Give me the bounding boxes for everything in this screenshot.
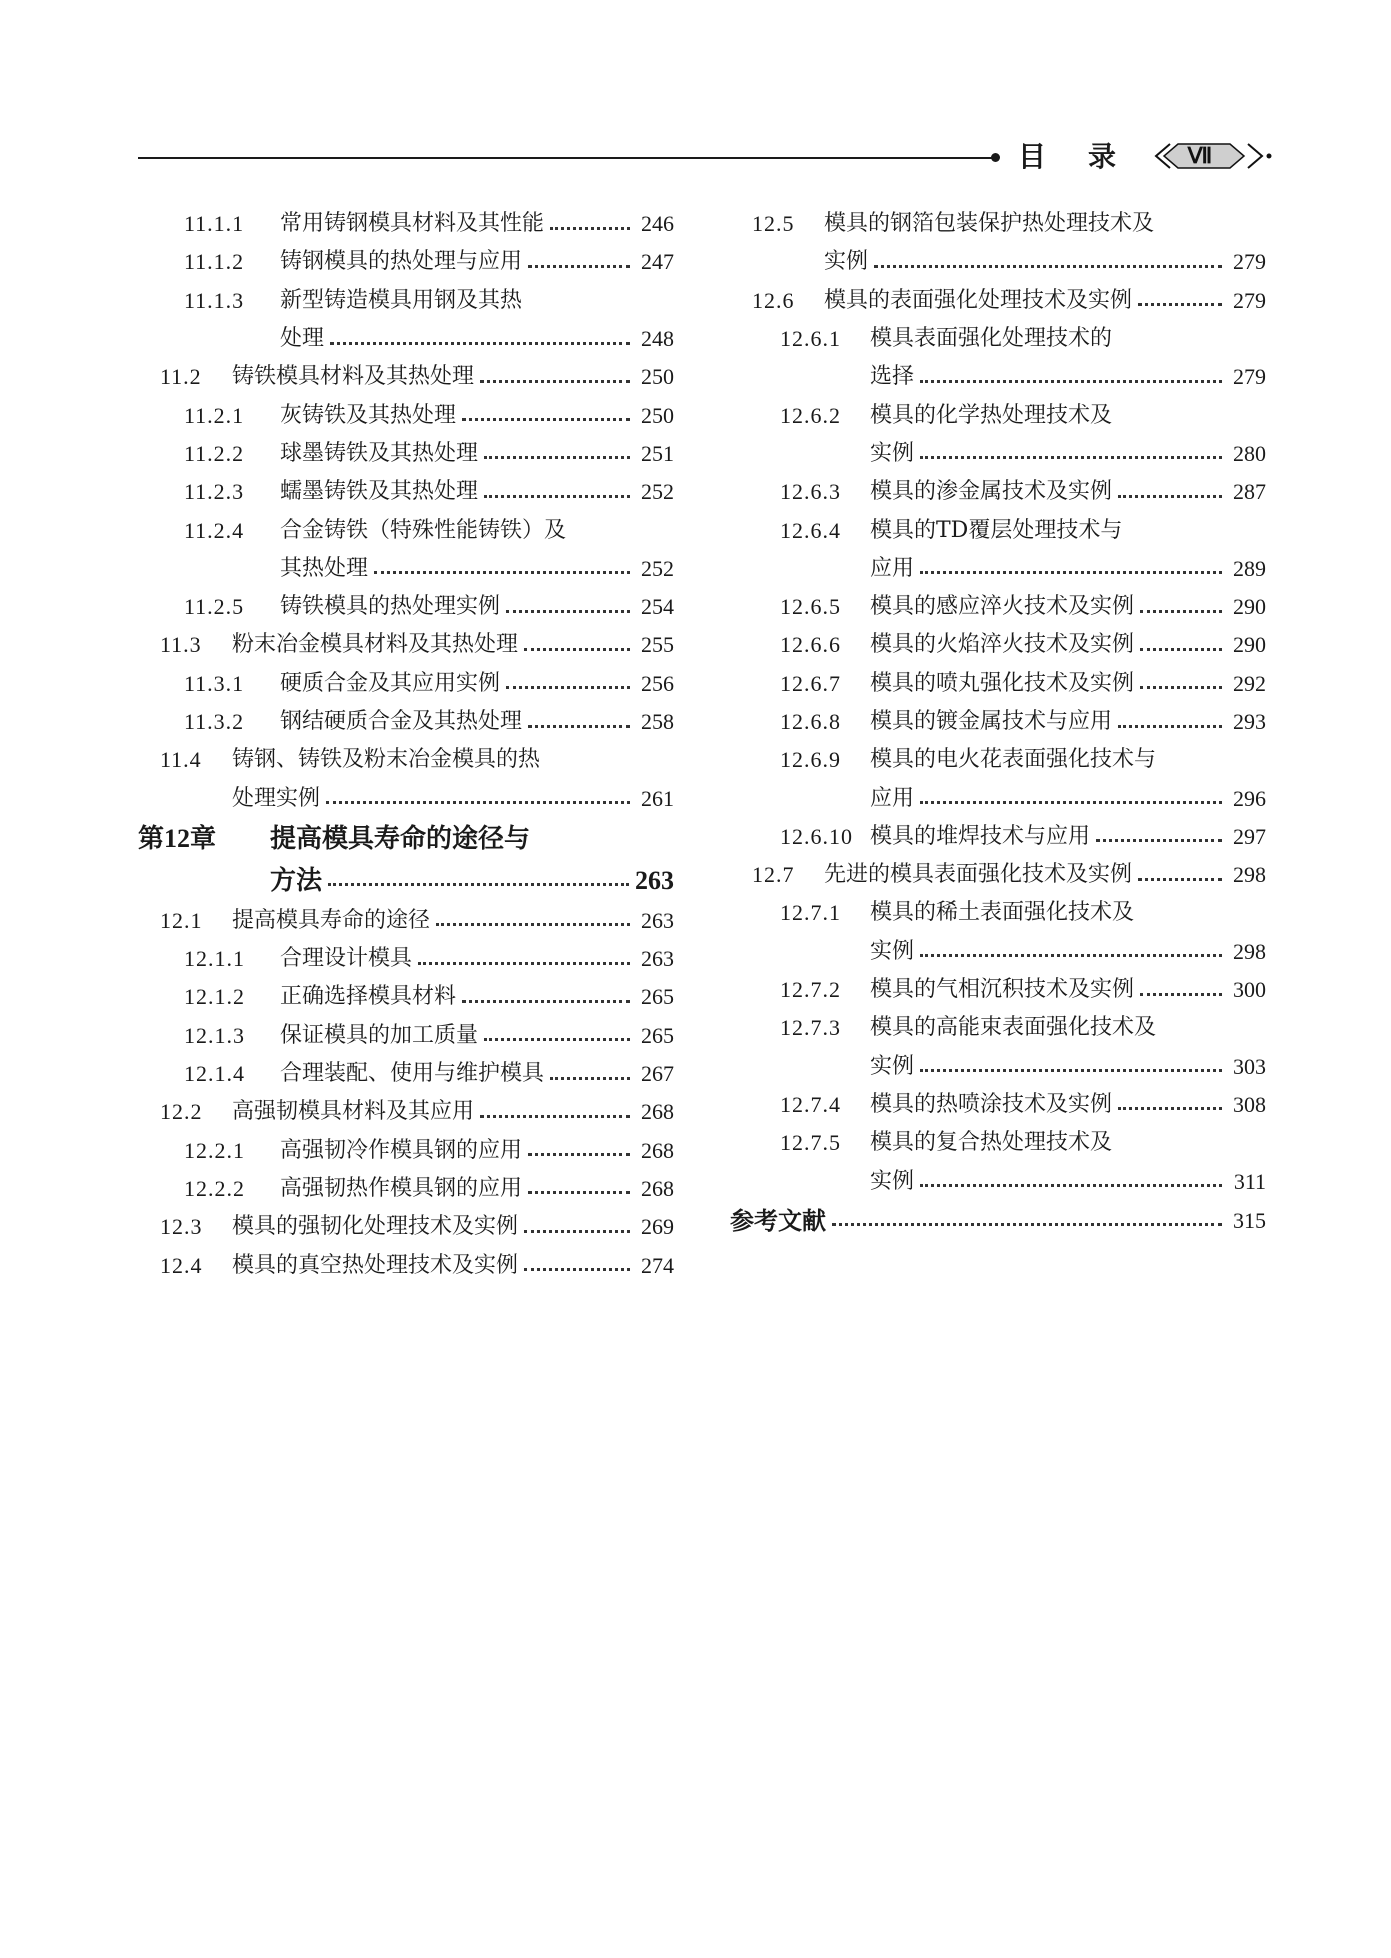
toc-entry-number: 12.2 [160, 1099, 203, 1125]
toc-entry-number: 12.7.3 [780, 1015, 841, 1041]
toc-entry-title: 新型铸造模具用钢及其热 [280, 287, 523, 313]
toc-entry-title: 模具的电火花表面强化技术与 [870, 747, 1157, 773]
toc-entry[interactable] [730, 1086, 1266, 1124]
toc-page-number: 246 [641, 211, 674, 237]
toc-entry[interactable] [730, 818, 1266, 856]
toc-entry-number: 12.6.10 [780, 823, 853, 849]
toc-entry-title: 模具的强韧化处理技术及实例 [232, 1214, 519, 1240]
toc-page-number: 269 [641, 1214, 674, 1240]
toc-page-number: 303 [1233, 1053, 1266, 1079]
toc-entry-number: 11.2 [160, 364, 202, 390]
toc-entry[interactable] [138, 1132, 674, 1170]
toc-entry-title: 铸铁模具材料及其热处理 [232, 364, 475, 390]
dot-leader [480, 1115, 630, 1118]
dot-leader [832, 1223, 1222, 1226]
toc-entry-number: 12.7.4 [780, 1091, 841, 1117]
dot-leader [1118, 725, 1222, 728]
dot-leader [418, 962, 630, 965]
toc-entry[interactable] [138, 902, 674, 940]
toc-page-number: 267 [641, 1061, 674, 1087]
toc-entry-title: 铸钢、铸铁及粉末冶金模具的热 [232, 747, 541, 773]
header-rule [138, 157, 994, 159]
dot-leader [874, 265, 1222, 268]
toc-entry-title: 模具的高能束表面强化技术及 [870, 1015, 1157, 1041]
toc-entry-title: 应用 [870, 785, 915, 811]
toc-entry[interactable] [730, 550, 1266, 588]
toc-page-number: 254 [641, 594, 674, 620]
toc-entry[interactable] [138, 1208, 674, 1246]
dot-leader [528, 1191, 630, 1194]
dot-leader [550, 227, 630, 230]
toc-entry-title: 模具的感应淬火技术及实例 [870, 594, 1135, 620]
toc-entry-number: 11.1.2 [184, 249, 245, 275]
toc-entry[interactable] [138, 320, 674, 358]
toc-entry-number: 12.6.3 [780, 479, 841, 505]
toc-entry[interactable] [730, 1124, 1266, 1162]
toc-entry-title: 蠕墨铸铁及其热处理 [280, 479, 479, 505]
toc-entry-number: 12.7.2 [780, 977, 841, 1003]
toc-references-entry[interactable] [730, 1201, 1266, 1241]
toc-entry-number: 11.3.1 [184, 670, 245, 696]
toc-entry-title: 实例 [870, 1053, 915, 1079]
dot-leader [1118, 495, 1222, 498]
toc-entry-number: 11.2.2 [184, 440, 245, 466]
toc-entry-number: 12.3 [160, 1214, 203, 1240]
toc-entry-title: 模具的真空热处理技术及实例 [232, 1252, 519, 1278]
dot-leader [528, 1153, 630, 1156]
toc-entry-title: 合金铸铁（特殊性能铸铁）及 [280, 517, 567, 543]
toc-entry[interactable] [730, 741, 1266, 779]
dot-leader [1140, 610, 1222, 613]
toc-entry[interactable] [730, 894, 1266, 932]
toc-entry-title: 正确选择模具材料 [280, 984, 457, 1010]
toc-page-number: 279 [1233, 287, 1266, 313]
toc-page-number: 297 [1233, 823, 1266, 849]
toc-page-number: 255 [641, 632, 674, 658]
toc-entry-title: 灰铸铁及其热处理 [280, 402, 457, 428]
header-dot [991, 153, 1000, 162]
dot-leader [436, 923, 630, 926]
toc-entry-title: 实例 [824, 249, 869, 275]
toc-entry-title: 保证模具的加工质量 [280, 1022, 479, 1048]
toc-entry-number: 12.6.6 [780, 632, 841, 658]
toc-entry-title: 模具的堆焊技术与应用 [870, 823, 1091, 849]
dot-leader [462, 1000, 630, 1003]
toc-entry[interactable] [138, 282, 674, 320]
toc-entry-number: 12.1.4 [184, 1061, 245, 1087]
toc-entry[interactable] [730, 933, 1266, 971]
toc-entry-number: 11.2.5 [184, 594, 245, 620]
toc-page-number: 279 [1233, 364, 1266, 390]
toc-entry-title: 提高模具寿命的途径 [232, 907, 431, 933]
toc-chapter-entry[interactable] [138, 818, 674, 860]
toc-entry-title: 模具的镀金属技术与应用 [870, 709, 1113, 734]
toc-entry[interactable] [138, 205, 674, 243]
toc-entry-title: 模具的热喷涂技术及实例 [870, 1091, 1113, 1117]
toc-page-number: 265 [641, 984, 674, 1010]
toc-entry-title: 选择 [870, 364, 915, 390]
toc-page-number: 280 [1233, 440, 1266, 466]
toc-entry[interactable] [138, 588, 674, 626]
toc-entry[interactable] [730, 856, 1266, 894]
toc-entry-number: 12.2.1 [184, 1137, 245, 1163]
toc-entry[interactable] [138, 1017, 674, 1055]
toc-page-number: 251 [641, 440, 674, 466]
toc-entry[interactable] [138, 473, 674, 511]
toc-page-number: 268 [641, 1175, 674, 1201]
toc-entry-title: 合理设计模具 [280, 946, 413, 972]
toc-page-number: 247 [641, 249, 674, 275]
toc-entry-title: 处理实例 [232, 785, 321, 811]
toc-entry-title: 高强韧模具材料及其应用 [232, 1099, 475, 1125]
dot-leader [326, 801, 630, 804]
toc-entry[interactable] [138, 626, 674, 664]
toc-entry-title: 常用铸钢模具材料及其性能 [280, 211, 545, 237]
toc-page-number: 298 [1233, 938, 1266, 964]
toc-entry-title: 处理 [280, 326, 325, 352]
toc-entry-number: 12.5 [752, 211, 795, 237]
toc-entry[interactable] [138, 978, 674, 1016]
toc-entry-title: 模具的渗金属技术及实例 [870, 479, 1113, 505]
toc-entry-number: 12.7.5 [780, 1130, 841, 1156]
toc-entry-number: 12.4 [160, 1252, 203, 1278]
toc-entry[interactable] [138, 940, 674, 978]
dot-leader [524, 1230, 630, 1233]
toc-page-number: 289 [1233, 555, 1266, 581]
toc-entry-number: 12.2.2 [184, 1175, 245, 1201]
toc-entry[interactable] [730, 320, 1266, 358]
running-header-title: 目录 [1018, 140, 1159, 173]
toc-entry-number: 11.2.3 [184, 479, 245, 505]
toc-entry[interactable] [138, 1093, 674, 1131]
toc-page-number: 308 [1233, 1091, 1266, 1117]
toc-entry[interactable] [138, 1246, 674, 1284]
dot-leader [524, 648, 630, 651]
toc-entry[interactable] [730, 396, 1266, 434]
toc-page-number: 300 [1233, 977, 1266, 1003]
toc-entry[interactable] [138, 511, 674, 549]
toc-entry-title: 模具的气相沉积技术及实例 [870, 977, 1135, 1003]
dot-leader [328, 883, 629, 886]
toc-page-number: 292 [1233, 670, 1266, 696]
toc-entry-number: 第12章 [138, 823, 217, 853]
dot-leader [462, 418, 630, 421]
toc-page-number: 261 [641, 785, 674, 811]
dot-leader [1138, 303, 1222, 306]
toc-entry-title: 模具的钢箔包装保护热处理技术及 [824, 211, 1155, 237]
toc-entry-title: 粉末冶金模具材料及其热处理 [232, 632, 519, 658]
dot-leader [528, 725, 630, 728]
toc-entry[interactable] [138, 741, 674, 779]
toc-entry-number: 12.1.3 [184, 1022, 245, 1048]
dot-leader [484, 1038, 630, 1041]
dot-leader [330, 342, 630, 345]
dot-leader [920, 380, 1222, 383]
dot-leader [920, 954, 1222, 957]
dot-leader [484, 456, 630, 459]
dot-leader [524, 1268, 630, 1271]
toc-entry[interactable] [730, 358, 1266, 396]
toc-entry-number: 11.4 [160, 747, 202, 773]
toc-entry-title: 其热处理 [280, 555, 369, 581]
toc-entry-title: 铸铁模具的热处理实例 [280, 594, 501, 620]
toc-entry[interactable] [138, 703, 674, 741]
toc-entry-number: 12.6.2 [780, 402, 841, 428]
toc-entry-number: 12.6 [752, 287, 795, 313]
dot-leader [506, 686, 630, 689]
toc-page-number: 263 [641, 946, 674, 972]
toc-entry-number: 12.7.1 [780, 900, 841, 926]
toc-entry-title: 钢结硬质合金及其热处理 [280, 709, 523, 734]
toc-entry-number: 12.6.9 [780, 747, 841, 773]
toc-page-number: 258 [641, 709, 674, 734]
toc-entry-title: 模具的喷丸强化技术及实例 [870, 670, 1135, 696]
toc-entry-number: 12.6.7 [780, 670, 841, 696]
dot-leader [920, 456, 1222, 459]
toc-entry-number: 11.2.4 [184, 517, 245, 543]
toc-page-number: 268 [641, 1099, 674, 1125]
dot-leader [550, 1077, 630, 1080]
dot-leader [920, 801, 1222, 804]
toc-entry[interactable] [138, 435, 674, 473]
toc-entry-number: 12.6.1 [780, 326, 841, 352]
toc-page-number: 252 [641, 479, 674, 505]
toc-entry-title: 模具的火焰淬火技术及实例 [870, 632, 1135, 658]
toc-entry-title: 提高模具寿命的途径与 [270, 823, 531, 854]
toc-entry[interactable] [730, 435, 1266, 473]
toc-entry-title: 方法 [270, 865, 323, 896]
dot-leader [1140, 648, 1222, 651]
toc-entry-number: 12.6.8 [780, 709, 841, 734]
toc-entry[interactable] [138, 358, 674, 396]
toc-entry-title: 模具的表面强化处理技术及实例 [824, 287, 1133, 313]
toc-page-number: 287 [1233, 479, 1266, 505]
toc-entry-title: 实例 [870, 1168, 915, 1194]
toc-entry[interactable] [730, 1009, 1266, 1047]
toc-entry-title: 模具的化学热处理技术及 [870, 402, 1113, 428]
dot-leader [480, 380, 630, 383]
toc-entry[interactable] [138, 550, 674, 588]
dot-leader [920, 1184, 1222, 1187]
toc-entry-title: 应用 [870, 555, 915, 581]
toc-entry[interactable] [138, 1170, 674, 1208]
toc-page-number: 265 [641, 1022, 674, 1048]
toc-entry-title: 实例 [870, 440, 915, 466]
dot-leader [506, 610, 630, 613]
toc-entry-number: 12.1.1 [184, 946, 245, 972]
toc-page-number: 311 [1233, 1168, 1266, 1194]
dot-leader [1096, 839, 1222, 842]
dot-leader [528, 265, 630, 268]
toc-entry-title: 铸钢模具的热处理与应用 [280, 249, 523, 275]
toc-page-number: 252 [641, 555, 674, 581]
toc-entry-number: 11.1.1 [184, 211, 245, 237]
toc-entry[interactable] [138, 779, 674, 817]
toc-column-left [138, 205, 674, 1285]
toc-chapter-entry[interactable] [138, 860, 674, 902]
toc-page-number: 279 [1233, 249, 1266, 275]
toc-entry-number: 11.3.2 [184, 709, 245, 734]
toc-entry-title: 硬质合金及其应用实例 [280, 670, 501, 696]
toc-entry-number: 12.6.5 [780, 594, 841, 620]
toc-entry-title: 实例 [870, 938, 915, 964]
toc-entry[interactable] [730, 971, 1266, 1009]
toc-page-number: 274 [641, 1252, 674, 1278]
toc-page-number: 296 [1233, 785, 1266, 811]
toc-entry-title: 模具表面强化处理技术的 [870, 326, 1113, 352]
toc-entry[interactable] [138, 396, 674, 434]
toc-entry-number: 12.6.4 [780, 517, 841, 543]
toc-entry[interactable] [730, 665, 1266, 703]
toc-page-number: 298 [1233, 862, 1266, 888]
toc-entry[interactable] [138, 243, 674, 281]
toc-page-number: 256 [641, 670, 674, 696]
toc-entry[interactable] [138, 665, 674, 703]
dot-leader [920, 571, 1222, 574]
toc-entry-title: 高强韧热作模具钢的应用 [280, 1175, 523, 1201]
toc-column-right [730, 205, 1266, 1241]
dot-leader [1140, 686, 1222, 689]
toc-entry-title: 合理装配、使用与维护模具 [280, 1061, 545, 1087]
toc-entry[interactable] [730, 205, 1266, 243]
toc-entry[interactable] [730, 1048, 1266, 1086]
toc-entry-title: 模具的稀土表面强化技术及 [870, 900, 1135, 926]
toc-entry-number: 11.1.3 [184, 287, 245, 313]
toc-page-number: 250 [641, 364, 674, 390]
toc-page-number: 290 [1233, 594, 1266, 620]
toc-entry-title: 模具的TD覆层处理技术与 [870, 517, 1123, 543]
toc-page-number: 293 [1233, 709, 1266, 734]
dot-leader [1140, 993, 1222, 996]
toc-page-number: 248 [641, 326, 674, 352]
toc-page-number: 315 [1233, 1207, 1266, 1233]
toc-entry[interactable] [730, 282, 1266, 320]
page-number: Ⅶ [1187, 143, 1213, 168]
dot-leader [920, 1069, 1222, 1072]
toc-entry-number: 11.2.1 [184, 402, 245, 428]
toc-entry-number: 12.7 [752, 862, 795, 888]
toc-page-number: 263 [641, 907, 674, 933]
toc-entry-title: 先进的模具表面强化技术及实例 [824, 862, 1133, 888]
toc-entry-title: 高强韧冷作模具钢的应用 [280, 1137, 523, 1163]
toc-entry-title: 模具的复合热处理技术及 [870, 1130, 1113, 1156]
toc-entry[interactable] [730, 703, 1266, 741]
toc-entry[interactable] [138, 1055, 674, 1093]
toc-entry[interactable] [730, 473, 1266, 511]
toc-entry-number: 12.1 [160, 907, 203, 933]
dot-leader [484, 495, 630, 498]
toc-page-number: 250 [641, 402, 674, 428]
toc-page-number: 263 [635, 865, 674, 895]
toc-entry[interactable] [730, 626, 1266, 664]
toc-entry-number: 11.3 [160, 632, 202, 658]
toc-entry-title: 球墨铸铁及其热处理 [280, 440, 479, 466]
toc-entry[interactable] [730, 779, 1266, 817]
dot-leader [1118, 1107, 1222, 1110]
toc-entry[interactable] [730, 1162, 1266, 1200]
toc-page-number: 268 [641, 1137, 674, 1163]
toc-entry[interactable] [730, 511, 1266, 549]
dot-leader [374, 571, 630, 574]
toc-entry[interactable] [730, 588, 1266, 626]
toc-entry-number: 12.1.2 [184, 984, 245, 1010]
dot-leader [1138, 878, 1222, 881]
toc-page-number: 290 [1233, 632, 1266, 658]
toc-entry-title: 参考文献 [730, 1205, 826, 1235]
toc-entry[interactable] [730, 243, 1266, 281]
